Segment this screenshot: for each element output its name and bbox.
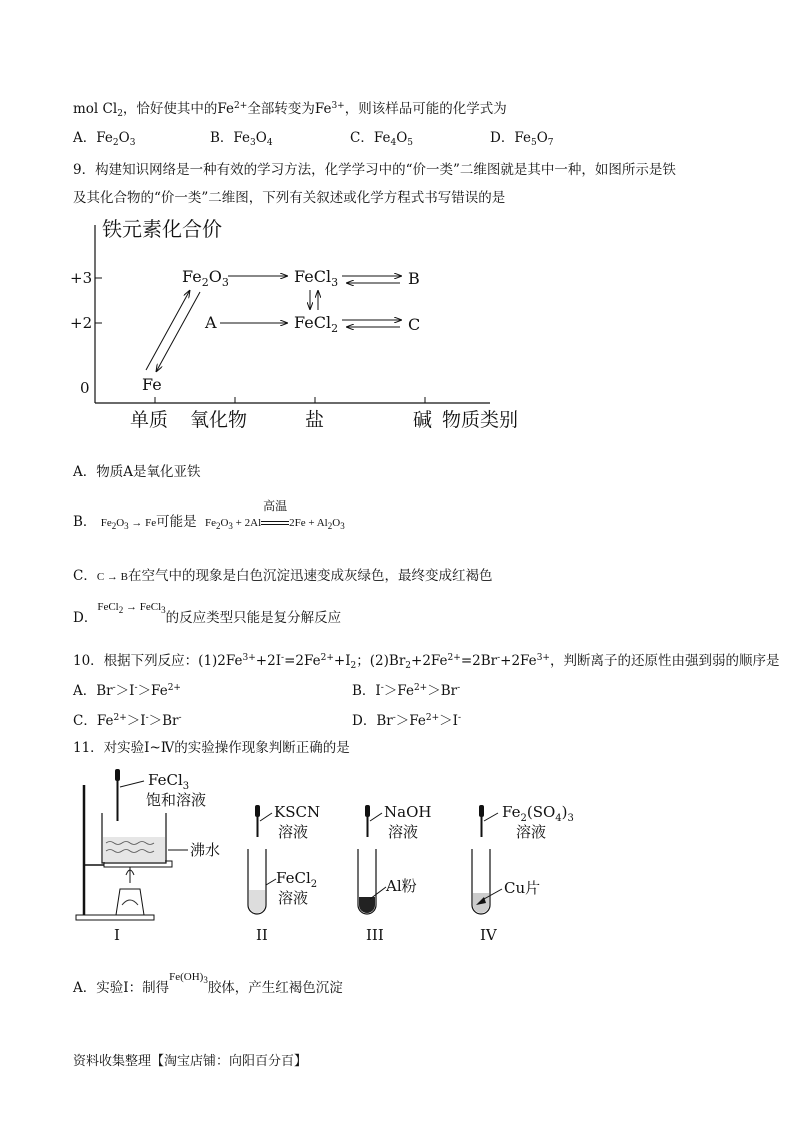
q9-stem-line2: 及其化合物的“价一类”二维图，下列有关叙述或化学方程式书写错误的是	[73, 190, 506, 206]
species-a: A	[205, 313, 217, 332]
q9-option-b-equation: $Fe_2O_3 + 2Al$ 高温 $2Fe + Al_2O_3$	[204, 499, 345, 531]
exp3-tube: Al粉	[386, 877, 417, 895]
exp4-reagent: $Fe_2(SO_4)_3$	[502, 803, 574, 824]
q8-stem-tail: mol $Cl_2$，恰好使其中的$Fe^{2+}$全部转变为$Fe^{3+}$，则该样品可能的化学式为	[73, 101, 507, 119]
q9-option-d[interactable]: D．$^{FeCl_2 \to FeCl_3}$的反应类型只能是复分解反应	[73, 601, 342, 626]
exp3-reagent: NaOH	[384, 803, 432, 821]
exp2-tube: FeCl$_2$	[276, 869, 318, 890]
species-fecl2: FeCl$_2$	[294, 313, 339, 335]
x-tick-base: 碱	[413, 409, 433, 431]
exp1-reagent-2: 饱和溶液	[146, 791, 207, 809]
q11-option-a[interactable]: A．实验Ⅰ：制得$^{Fe(OH)_3}$胶体，产生红褐色沉淀	[73, 971, 343, 996]
species-c: C	[408, 315, 421, 334]
q10-option-d[interactable]: D．$Br^->Fe^{2+}>I^-$	[352, 713, 462, 729]
exp4-label: IV	[480, 926, 497, 944]
page-footer: 资料收集整理【淘宝店铺：向阳百分百】	[73, 1054, 308, 1069]
exp4-reagent-2: 溶液	[516, 823, 547, 841]
x-tick-oxide: 氧化物	[190, 409, 248, 431]
q9-stem-line1: 9．构建知识网络是一种有效的学习方法，化学学习中的“价一类”二维图就是其中一种，如图所示是铁	[73, 162, 676, 178]
species-fe: Fe	[142, 375, 162, 394]
exp1-reagent: FeCl$_3$	[148, 771, 190, 792]
exp1-label: I	[114, 926, 120, 944]
experiment-3-setup	[358, 805, 386, 914]
exp4-tube: Cu片	[504, 879, 541, 897]
x-axis-label: 物质类别	[442, 409, 519, 431]
q10-option-c[interactable]: C．$Fe^{2+}>I^->Br^-$	[73, 713, 182, 729]
q10-stem: 10．根据下列反应：$(1)2Fe^{3+}+2I^-=2Fe^{2+}+I_2$；$(2)Br_2+2Fe^{2+}=2Br^-+2Fe^{3+}$，判断离子的还原性由强到弱的顺序是	[73, 653, 780, 671]
q8-option-d[interactable]: D．$Fe_5O_7$	[490, 130, 554, 148]
experiment-apparatus	[70, 765, 630, 950]
exp2-reagent: KSCN	[274, 803, 321, 821]
y-tick-plus2: +2	[70, 314, 93, 332]
exp3-label: III	[366, 926, 384, 944]
q9-option-b[interactable]: B． $Fe_2O_3 \to Fe$可能是 $Fe_2O_3 + 2Al$ 高温 $2Fe + Al_2O_3$	[73, 512, 345, 536]
exp2-reagent-2: 溶液	[278, 823, 309, 841]
x-tick-salt: 盐	[305, 409, 325, 431]
q11-stem: 11．对实验Ⅰ~Ⅳ的实验操作现象判断正确的是	[73, 740, 350, 756]
arrow-fe2o3-to-fe	[156, 292, 200, 372]
q10-option-a[interactable]: A．$Br^->I^->Fe^{2+}$	[73, 683, 181, 699]
experiment-2-setup	[248, 805, 276, 914]
y-tick-plus3: +3	[70, 269, 93, 287]
q10-option-b[interactable]: B．$I^->Fe^{2+}>Br^-$	[352, 683, 461, 699]
q8-option-a[interactable]: A．$Fe_2O_3$	[73, 130, 136, 148]
q8-option-c[interactable]: C．$Fe_4O_5$	[350, 130, 414, 148]
exp2-label: II	[256, 926, 268, 944]
species-b: B	[408, 269, 420, 288]
species-fe2o3: $Fe_2O_3$	[182, 267, 229, 289]
y-tick-zero: 0	[80, 379, 90, 397]
q9-option-c[interactable]: C．C → B在空气中的现象是白色沉淀迅速变成灰绿色，最终变成红褐色	[73, 568, 493, 584]
exp3-reagent-2: 溶液	[388, 823, 419, 841]
species-fecl3: FeCl$_3$	[294, 267, 339, 289]
q9-option-a[interactable]: A．物质A是氧化亚铁	[73, 464, 201, 480]
arrow-fe-to-fe2o3	[146, 290, 190, 370]
exp1-water: 沸水	[190, 841, 221, 859]
q8-option-b[interactable]: B．$Fe_3O_4$	[210, 130, 273, 148]
y-axis-label: 铁元素化合价	[102, 217, 222, 241]
experiment-4-setup	[472, 805, 502, 914]
valence-class-diagram	[70, 210, 540, 435]
exp2-tube-2: 溶液	[278, 889, 309, 907]
x-tick-elemental: 单质	[130, 409, 169, 431]
